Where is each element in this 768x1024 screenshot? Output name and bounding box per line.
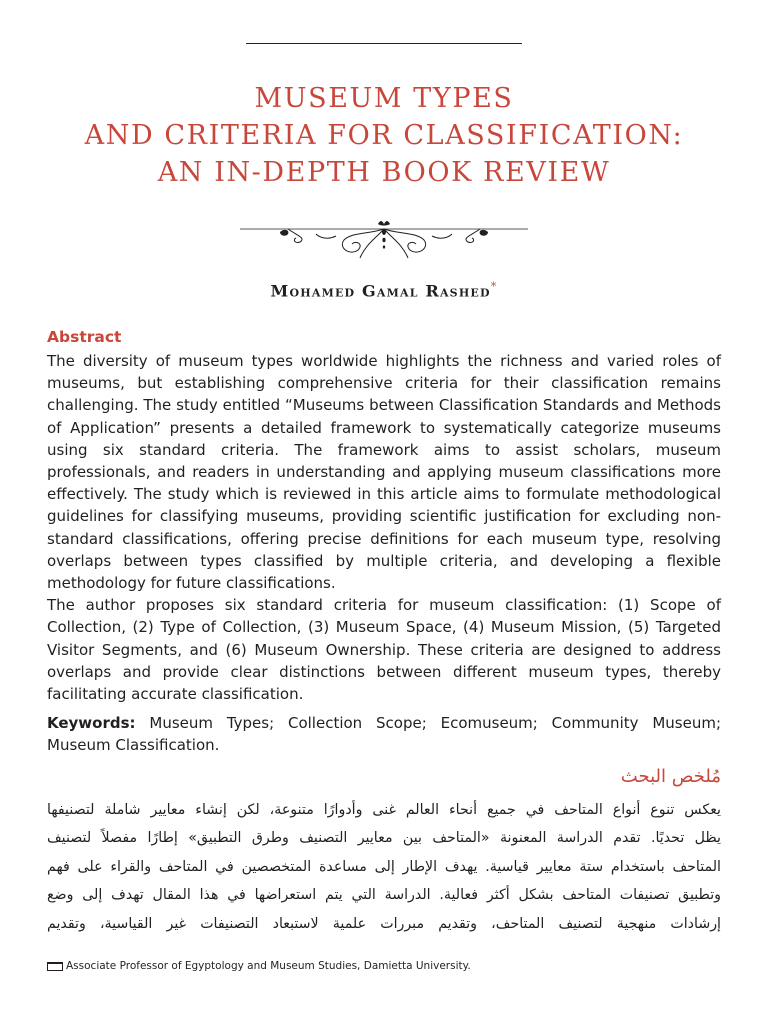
abstract-paragraph-2: The author proposes six standard criteria for museum classification: (1) Scope of Collection, (2) Type of Collection, (3) Museum Space, (4) Museum Mission, (5) Targeted Visitor Segments, and (6) Museum Ownership. These criteria are designed to address overlaps and provide clear distinctions between different museum types, thereby facilitating accurate classification. [47, 596, 721, 704]
arabic-line-4: وتطبيق تصنيفات المتاحف بشكل أكثر فعالية. الدراسة التي يتم استعراضها في هذا المقال تهدف إلى وضع [47, 887, 721, 904]
keywords-text: Museum Types; Collection Scope; Ecomuseum; Community Museum; Museum Classification. [47, 714, 721, 755]
decorative-flourish-icon [240, 218, 528, 264]
keywords-label: Keywords: [47, 714, 136, 732]
footnote [47, 960, 471, 972]
arabic-line-3: المتاحف باستخدام ستة معايير قياسية. يهدف الإطار إلى مساعدة المتخصصين في المتاحف والقراء على فهم [47, 858, 721, 875]
keywords [47, 712, 721, 756]
arabic-line-1: يعكس تنوع أنواع المتاحف في جميع أنحاء العالم غنى وأدوارًا متنوعة، لكن إنشاء معايير شاملة لتصنيفها [47, 802, 721, 818]
title-line-2: AND CRITERIA FOR CLASSIFICATION: [84, 120, 684, 151]
title-line-3: AN IN-DEPTH BOOK REVIEW [157, 157, 611, 188]
footnote-marker-icon [47, 962, 63, 971]
author-name: Mohamed Gamal Rashed [270, 281, 491, 301]
arabic-line-5: إرشادات منهجية لتصنيف المتاحف، وتقديم مبررات علمية لاستبعاد التصنيفات غير القياسية، وتقديم [47, 915, 721, 932]
arabic-line-2: يظل تحديًا. تقدم الدراسة المعنونة «المتاحف بين معايير التصنيف وطرق التطبيق» إطارًا مفصلاً لتصنيف [47, 830, 721, 847]
top-rule [246, 43, 522, 44]
article-title [0, 80, 768, 191]
abstract-paragraph-1: The diversity of museum types worldwide highlights the richness and varied roles of museums, but establishing comprehensive criteria for their classification remains challenging. The study entitled “Museums between Classification Standards and Methods of Application” presents a detailed framework to systematically categorize museums using six standard criteria. The framework aims to assist scholars, museum professionals, and readers in understanding and applying museum classifications more effectively. The study which is reviewed in this article aims to formulate methodological guidelines for classifying museums, providing scientific justification for excluding non-standard classifications, offering precise definitions for each museum type, resolving overlaps between types classified by multiple criteria, and developing a flexible methodology for future classifications. [47, 352, 721, 593]
footnote-text: Associate Professor of Egyptology and Museum Studies, Damietta University. [66, 960, 471, 972]
abstract-heading: Abstract [47, 328, 122, 346]
author-footnote-marker: * [490, 280, 498, 293]
title-line-1: MUSEUM TYPES [254, 83, 514, 114]
arabic-abstract-heading: مُلخص البحث [620, 766, 721, 787]
arabic-abstract-body [47, 796, 721, 938]
abstract-body [47, 350, 721, 705]
author-line [0, 280, 768, 300]
